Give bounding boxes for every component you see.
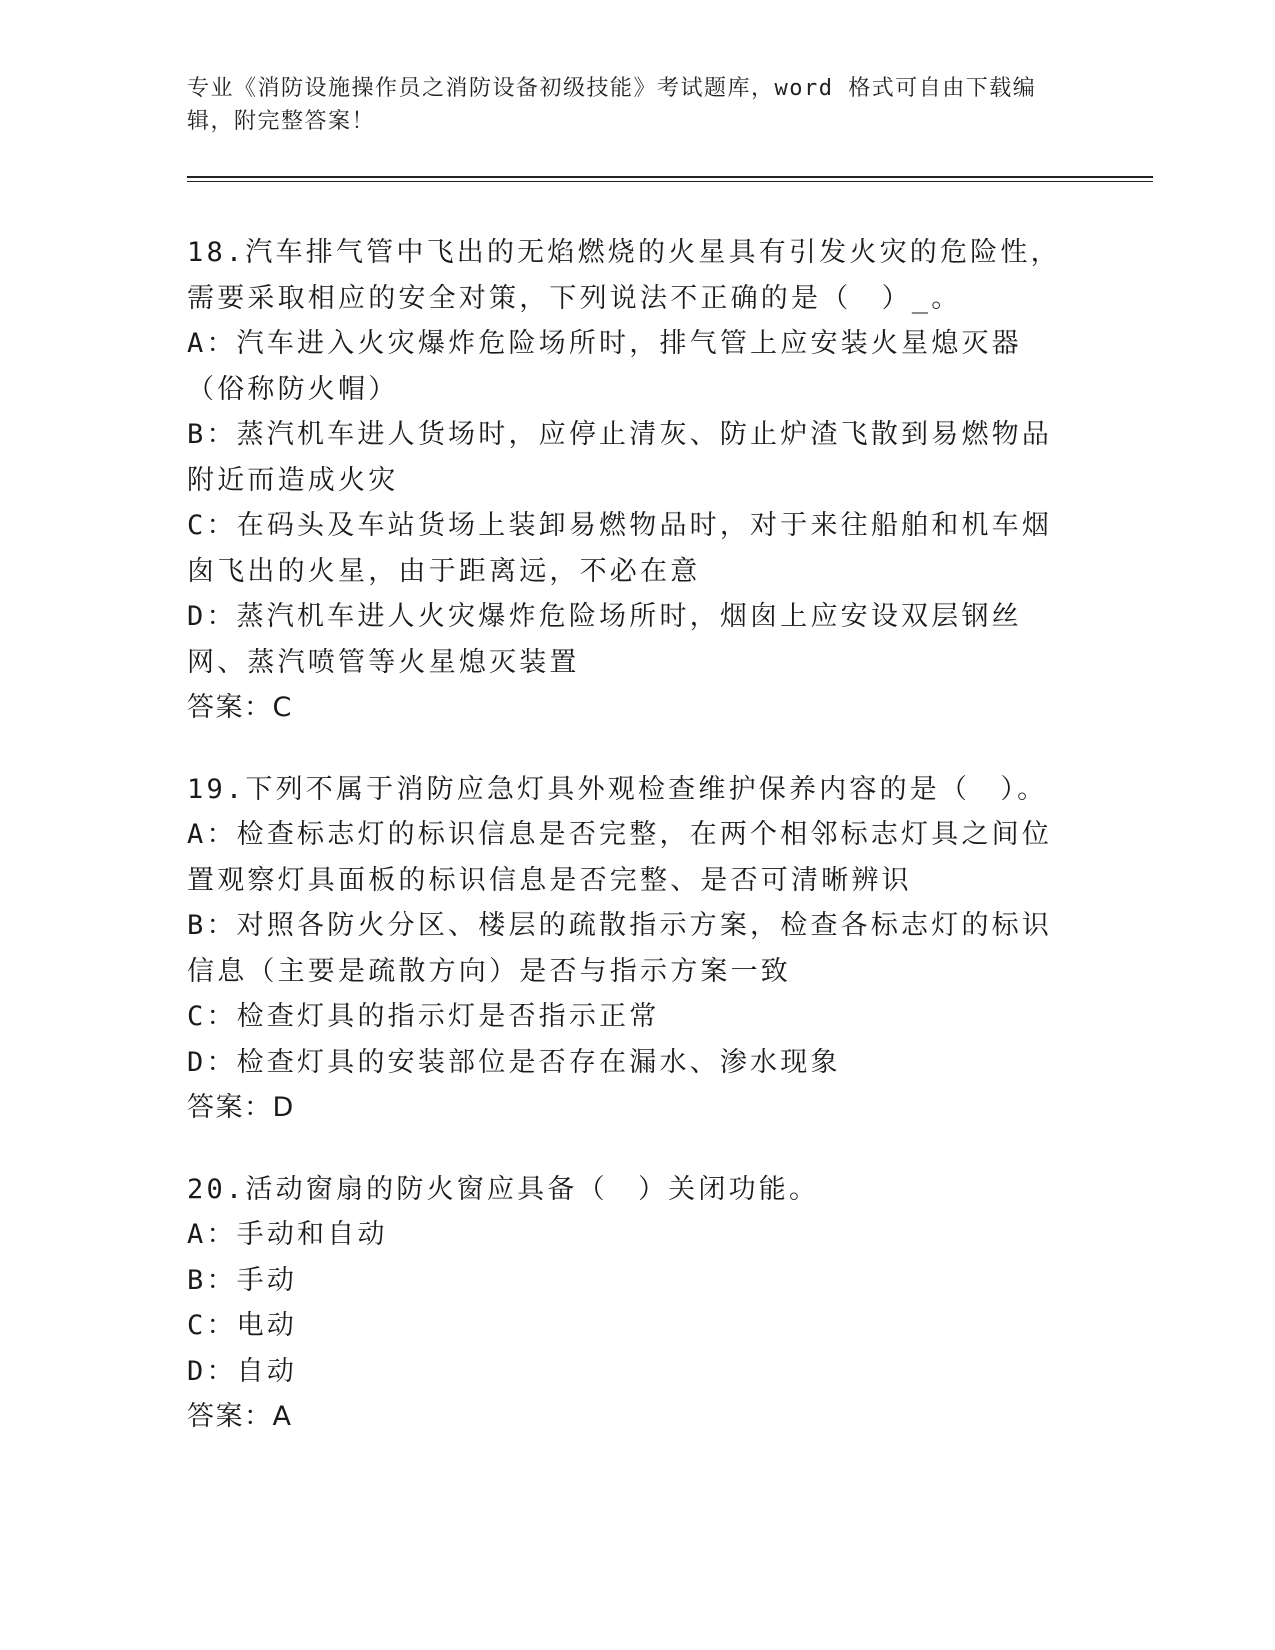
option-b: B：蒸汽机车进人货场时，应停止清灰、防止炉渣飞散到易燃物品附近而造成火灾	[187, 419, 1053, 496]
option-b: B：手动	[187, 1264, 298, 1296]
option-c: C：检查灯具的指示灯是否指示正常	[187, 1001, 660, 1032]
question-19	[187, 767, 1067, 1131]
question-list	[187, 230, 1067, 1476]
question-20	[187, 1167, 1067, 1440]
question-stem: 20.活动窗扇的防火窗应具备（ ）关闭功能。	[187, 1173, 820, 1205]
option-b: B：对照各防火分区、楼层的疏散指示方案，检查各标志灯的标识信息（主要是疏散方向）是否与指示方案一致	[187, 910, 1053, 987]
header-divider-thin	[187, 181, 1153, 182]
question-stem: 18.汽车排气管中飞出的无焰燃烧的火星具有引发火灾的危险性，需要采取相应的安全对策，下列说法不正确的是（ ）_。	[187, 237, 1061, 314]
answer-line: 答案：C	[187, 692, 293, 723]
answer-line: 答案：A	[187, 1401, 293, 1432]
option-a: A：检查标志灯的标识信息是否完整，在两个相邻标志灯具之间位置观察灯具面板的标识信息是否完整、是否可清晰辨识	[187, 819, 1053, 896]
option-a: A：手动和自动	[187, 1219, 388, 1250]
option-a: A：汽车进入火灾爆炸危险场所时，排气管上应安装火星熄灭器（俗称防火帽）	[187, 328, 1022, 405]
option-d: D：自动	[187, 1355, 298, 1387]
option-d: D：检查灯具的安装部位是否存在漏水、渗水现象	[187, 1046, 841, 1078]
page-header	[187, 72, 1067, 138]
question-18	[187, 230, 1067, 731]
option-d: D：蒸汽机车进人火灾爆炸危险场所时，烟囱上应安设双层钢丝网、蒸汽喷管等火星熄灭装置	[187, 601, 1022, 678]
header-text: 专业《消防设施操作员之消防设备初级技能》考试题库，word 格式可自由下载编辑，附完整答案！	[187, 76, 1037, 134]
question-stem: 19.下列不属于消防应急灯具外观检查维护保养内容的是（ ）。	[187, 773, 1048, 805]
option-c: C：电动	[187, 1310, 298, 1341]
header-divider-thick	[187, 176, 1153, 178]
answer-line: 答案：D	[187, 1092, 295, 1123]
option-c: C：在码头及车站货场上装卸易燃物品时，对于来往船舶和机车烟囱飞出的火星，由于距离远，不必在意	[187, 510, 1053, 587]
